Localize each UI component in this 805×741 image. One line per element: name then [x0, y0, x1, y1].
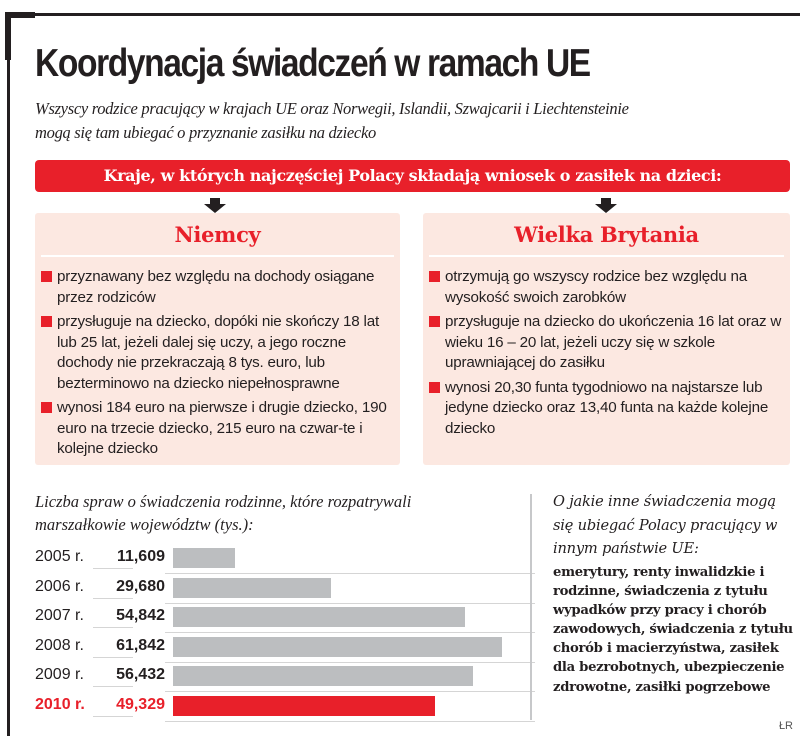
value-label: 11,609 [116, 548, 165, 565]
sidebar-title: O jakie inne świadczenia mogą się ubiegać Polacy pracujący w innym państwie UE: [553, 493, 778, 557]
chart-row [35, 575, 505, 604]
square-bullet-icon [41, 402, 52, 413]
chart-row [35, 634, 505, 663]
chart-row [35, 693, 505, 722]
chart-row [35, 545, 505, 574]
leader-line [93, 598, 133, 599]
square-bullet-icon [429, 271, 440, 282]
chart-title: Liczba spraw o świadczenia rodzinne, które rozpatrywali marszałkowie województw (tys.): [35, 492, 412, 534]
value-label: 54,842 [116, 607, 165, 624]
category-label: 2009 r. [35, 666, 84, 683]
bar [173, 607, 465, 627]
value-label: 29,680 [116, 577, 165, 595]
section-divider [530, 494, 532, 720]
subtitle-line: Wszyscy rodzice pracujący w krajach UE oraz Norwegii, Islandii, Szwajcarii i Liechtensteinie [35, 99, 629, 118]
divider [41, 255, 394, 257]
chart-row [35, 663, 505, 692]
author-credit: ŁR [778, 720, 793, 732]
leader-line [93, 657, 133, 658]
country-name: Niemcy [174, 222, 261, 247]
country-name: Wielka Brytania [514, 222, 699, 247]
square-bullet-icon [41, 271, 52, 282]
bar [173, 637, 502, 657]
country-points [35, 267, 400, 460]
bar-baseline [165, 721, 535, 722]
sidebar-body: emerytury, renty inwalidzkie i rodzinne, świadczenia z tytułu wypadków przy pracy i chorób zawodowych, świadczenia z tytułu chorób i macierzyństwa, zasiłek dla bezrobotnych, ubezpieczenie zdrowotne, zasiłki pogrzebowe [553, 565, 793, 695]
leader-line [93, 568, 133, 569]
value-label: 56,432 [116, 666, 165, 683]
page-subtitle [35, 97, 775, 145]
square-bullet-icon [429, 316, 440, 327]
frame-left-rule-thin [7, 58, 10, 736]
square-bullet-icon [429, 382, 440, 393]
list-item: przyznawany bez względu na dochody osiągane przez rodziców [41, 267, 394, 308]
bar [173, 666, 473, 686]
category-label: 2006 r. [35, 577, 84, 595]
list-item: wynosi 20,30 funta tygodniowo na najstarsze lub jedyne dziecko oraz 13,40 funta na każde kolejne dziecko [429, 378, 784, 440]
category-label: 2005 r. [35, 548, 84, 565]
divider [429, 255, 784, 257]
subtitle-line: mogą się tam ubiegać o przyznanie zasiłku na dziecko [35, 123, 376, 142]
list-item: wynosi 184 euro na pierwsze i drugie dziecko, 190 euro na trzecie dziecko, 215 euro na czwar-te i kolejne dziecko [41, 398, 394, 460]
square-bullet-icon [41, 316, 52, 327]
country-box-germany [35, 213, 400, 465]
bar [173, 578, 331, 598]
category-label: 2008 r. [35, 636, 84, 654]
leader-line [93, 686, 133, 687]
value-label: 49,329 [116, 695, 165, 713]
list-item: otrzymują go wszyscy rodzice bez względu na wysokość swoich zarobków [429, 267, 784, 308]
page-title: Koordynacja świadczeń w ramach UE [35, 42, 590, 85]
category-label: 2007 r. [35, 607, 84, 624]
frame-top-rule [5, 13, 800, 16]
frame-left-rule [5, 12, 11, 60]
bar-chart [35, 545, 505, 720]
value-label: 61,842 [116, 636, 165, 654]
country-box-uk [423, 213, 790, 465]
bar [173, 696, 435, 716]
list-item: przysługuje na dziecko, dopóki nie skończy 18 lat lub 25 lat, jeżeli dalej się uczy, a jego roczne dochody nie przekraczają 8 tys. euro, lub bezterminowo na dziecko niepełnosprawne [41, 312, 394, 394]
leader-line [93, 716, 133, 717]
chart-row [35, 604, 505, 633]
country-points [423, 267, 790, 439]
leader-line [93, 627, 133, 628]
countries-banner: Kraje, w których najczęściej Polacy składają wniosek o zasiłek na dzieci: [35, 160, 790, 192]
category-label: 2010 r. [35, 695, 85, 713]
list-item: przysługuje na dziecko do ukończenia 16 lat oraz w wieku 16 – 20 lat, jeżeli uczy się w szkole uprawniającej do zasiłku [429, 312, 784, 374]
bar [173, 548, 235, 568]
